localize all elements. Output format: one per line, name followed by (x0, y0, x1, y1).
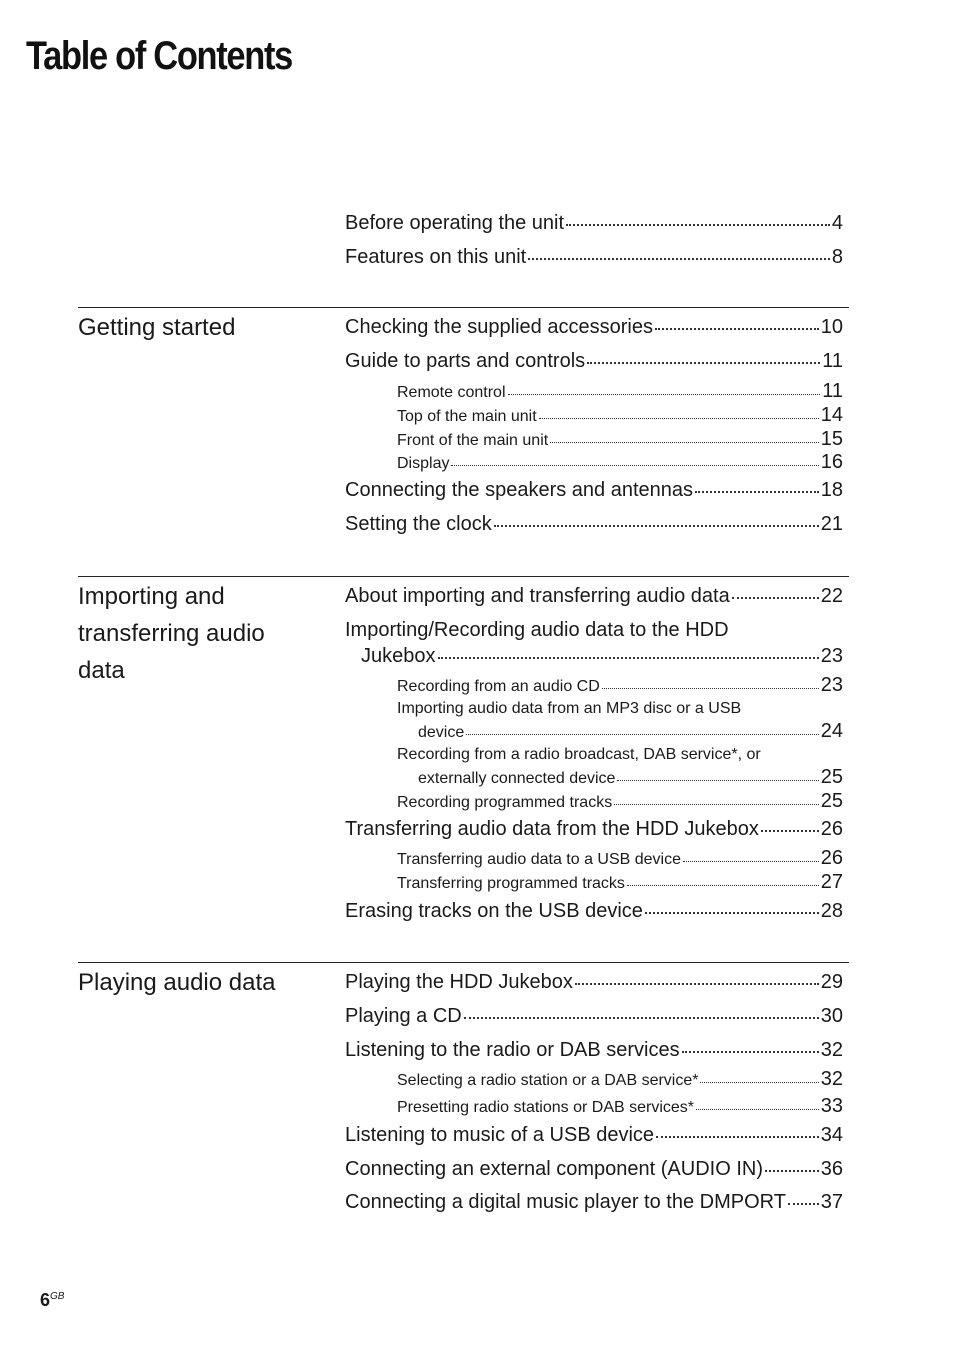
toc-subentry-line1: Recording from a radio broadcast, DAB service*, or (397, 746, 761, 763)
leader-dots (539, 418, 819, 419)
leader-dots (451, 465, 818, 466)
leader-dots (695, 491, 819, 493)
leader-dots (464, 1017, 819, 1019)
toc-entry[interactable]: Features on this unit 8 (345, 246, 843, 268)
toc-subentry[interactable]: Top of the main unit 14 (397, 404, 843, 426)
toc-subentry[interactable]: device 24 (418, 720, 843, 742)
leader-dots (645, 912, 819, 914)
section-heading: Importing and transferring audio data (78, 583, 265, 684)
page-ref: 30 (820, 1005, 843, 1027)
page-ref: 11 (822, 380, 843, 402)
toc-subentry[interactable]: Transferring audio data to a USB device 26 (397, 847, 843, 869)
toc-entry[interactable]: Connecting an external component (AUDIO IN) 36 (345, 1158, 843, 1180)
toc-entry[interactable]: Playing a CD 30 (345, 1005, 843, 1027)
importing-section (78, 576, 849, 922)
leader-dots (696, 1109, 819, 1110)
toc-entry[interactable]: Listening to the radio or DAB services 32 (345, 1039, 843, 1061)
leader-dots (566, 224, 830, 226)
toc-entry[interactable]: Before operating the unit 4 (345, 212, 843, 234)
page-ref: 11 (822, 350, 843, 372)
page-suffix: GB (50, 1291, 65, 1302)
toc-subentry[interactable]: Remote control 11 (397, 380, 843, 402)
toc-subentry[interactable]: Display 16 (397, 451, 843, 473)
leader-dots (655, 328, 819, 330)
leader-dots (683, 861, 819, 862)
toc-entry[interactable]: Checking the supplied accessories 10 (345, 316, 843, 338)
page-ref: 21 (820, 513, 843, 535)
page-ref: 14 (820, 404, 843, 426)
page-ref: 34 (820, 1124, 843, 1146)
leader-dots (765, 1170, 819, 1172)
page-ref: 15 (820, 428, 843, 450)
page-ref: 36 (820, 1158, 843, 1180)
page-ref: 26 (820, 818, 843, 840)
page-ref: 25 (820, 766, 843, 788)
toc-entry[interactable]: Guide to parts and controls 11 (345, 350, 843, 372)
leader-dots (508, 394, 821, 395)
leader-dots (761, 830, 819, 832)
leader-dots (575, 983, 819, 985)
page-ref: 29 (820, 971, 843, 993)
leader-dots (438, 657, 819, 659)
toc-entry[interactable]: Erasing tracks on the USB device 28 (345, 900, 843, 922)
toc-entry[interactable]: Connecting the speakers and antennas 18 (345, 479, 843, 501)
page-ref: 16 (820, 451, 843, 473)
leader-dots (700, 1082, 818, 1083)
toc-subentry[interactable]: Selecting a radio station or a DAB service* 32 (397, 1068, 843, 1090)
leader-dots (682, 1051, 819, 1053)
getting-started-section (78, 307, 849, 535)
page-ref: 25 (820, 790, 843, 812)
section-heading: Playing audio data (78, 969, 276, 996)
page-ref: 22 (820, 585, 843, 607)
playing-section (78, 962, 849, 1213)
toc-subentry-line1: Importing audio data from an MP3 disc or a USB (397, 700, 742, 717)
toc-entry[interactable]: Setting the clock 21 (345, 513, 843, 535)
toc-entry[interactable]: Playing the HDD Jukebox 29 (345, 971, 843, 993)
page-ref: 32 (820, 1039, 843, 1061)
toc-entry-line1: Importing/Recording audio data to the HDD (345, 619, 729, 641)
leader-dots (656, 1136, 819, 1138)
page-ref: 37 (820, 1191, 843, 1213)
page-ref: 4 (831, 212, 843, 234)
toc-subentry[interactable]: Transferring programmed tracks 27 (397, 871, 843, 893)
toc-entry[interactable]: Jukebox 23 (361, 645, 843, 667)
page-ref: 18 (820, 479, 843, 501)
leader-dots (550, 442, 819, 443)
page-ref: 32 (820, 1068, 843, 1090)
toc-subentry[interactable]: Presetting radio stations or DAB services* 33 (397, 1095, 843, 1117)
page-ref: 8 (831, 246, 843, 268)
leader-dots (494, 525, 819, 527)
toc-subentry[interactable]: Recording from an audio CD 23 (397, 674, 843, 696)
leader-dots (732, 597, 819, 599)
page-ref: 23 (820, 645, 843, 667)
toc-entry[interactable]: Connecting a digital music player to the DMPORT 37 (345, 1191, 843, 1213)
toc-entry[interactable]: About importing and transferring audio data 22 (345, 585, 843, 607)
leader-dots (617, 780, 818, 781)
toc-subentry[interactable]: externally connected device 25 (418, 766, 843, 788)
leader-dots (466, 734, 819, 735)
leader-dots (627, 885, 819, 886)
leader-dots (602, 688, 819, 689)
toc-entry[interactable]: Transferring audio data from the HDD Jukebox 26 (345, 818, 843, 840)
toc-subentry[interactable]: Front of the main unit 15 (397, 428, 843, 450)
page-ref: 26 (820, 847, 843, 869)
page-ref: 27 (820, 871, 843, 893)
page-ref: 24 (820, 720, 843, 742)
page-ref: 33 (820, 1095, 843, 1117)
leader-dots (788, 1203, 819, 1205)
page-ref: 23 (820, 674, 843, 696)
page-ref: 28 (820, 900, 843, 922)
page-number: $6^{GB}$ (40, 1290, 65, 1310)
leader-dots (528, 258, 830, 260)
leader-dots (587, 362, 820, 364)
toc-subentry[interactable]: Recording programmed tracks 25 (397, 790, 843, 812)
section-heading: Getting started (78, 314, 236, 341)
page-ref: 10 (820, 316, 843, 338)
page-title: Table of Contents (26, 34, 293, 78)
leader-dots (614, 804, 819, 805)
toc-entry[interactable]: Listening to music of a USB device 34 (345, 1124, 843, 1146)
